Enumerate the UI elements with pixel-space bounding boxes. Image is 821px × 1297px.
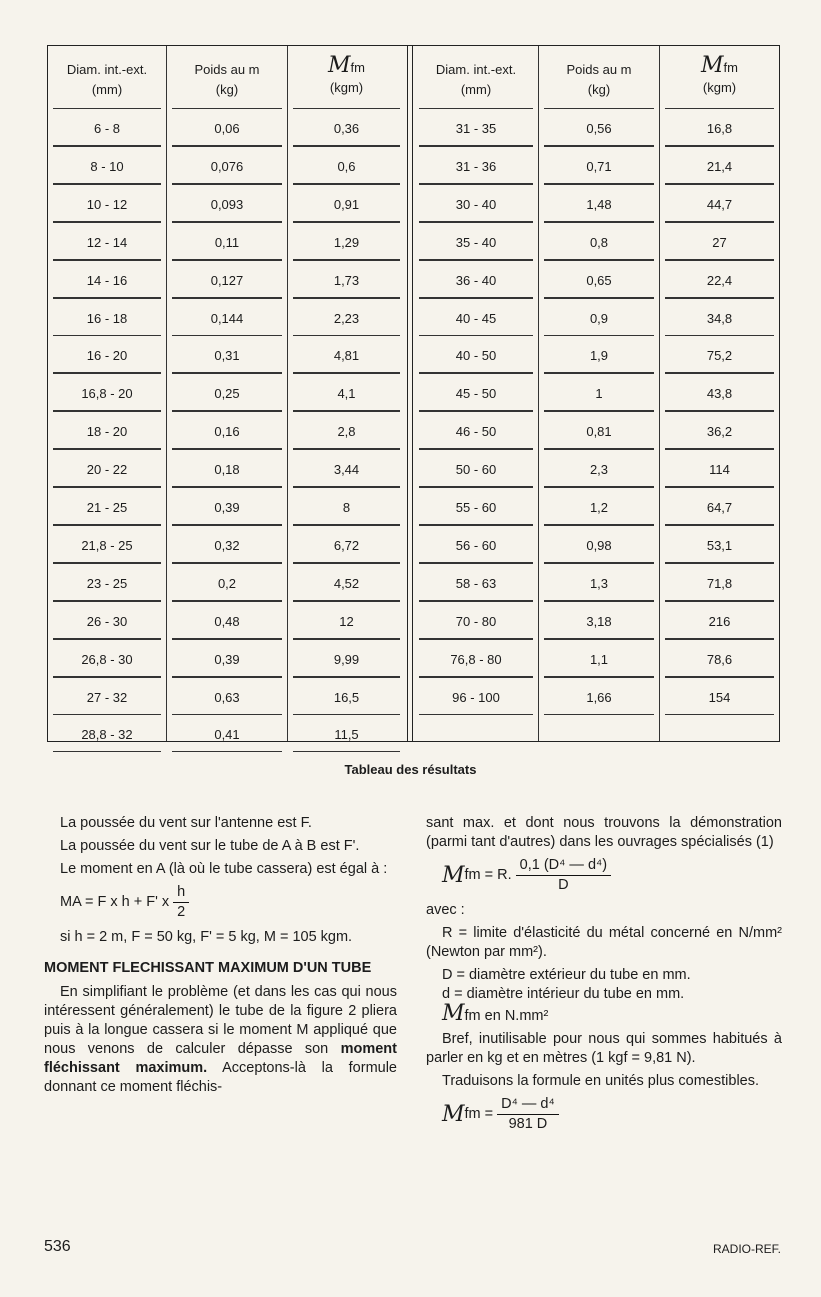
row-rule <box>544 639 654 640</box>
row-rule <box>172 639 282 640</box>
table-cell: 40 - 45 <box>455 310 497 326</box>
mfm-formula <box>442 856 782 895</box>
row-rule <box>419 335 533 336</box>
text-run: fm en N.mm² <box>464 1008 549 1024</box>
table-cell: 0,076 <box>210 158 244 174</box>
row-rule <box>53 373 161 374</box>
table-cell: 26,8 - 30 <box>81 651 133 667</box>
definition: d = diamètre intérieur du tube en mm. <box>442 986 685 1002</box>
table-cell: 21,8 - 25 <box>81 537 133 553</box>
table-cell: 71,8 <box>706 575 733 591</box>
row-rule <box>172 563 282 564</box>
row-rule <box>53 335 161 336</box>
row-rule <box>544 487 654 488</box>
table-cell: 0,32 <box>214 537 240 553</box>
mfm-header <box>288 53 405 78</box>
row-rule <box>665 260 774 261</box>
row-rule <box>419 411 533 412</box>
mfm-symbol: M <box>442 863 465 888</box>
row-rule <box>665 714 774 715</box>
table-cell: 0,71 <box>586 158 612 174</box>
table-cell: 6 - 8 <box>93 121 120 136</box>
formula-lhs: fm = R. <box>464 867 512 883</box>
row-rule <box>419 222 533 223</box>
row-rule <box>544 714 654 715</box>
table-cell: 0,91 <box>333 196 360 212</box>
table-cell: 1,29 <box>333 234 360 250</box>
paragraph: si h = 2 m, F = 50 kg, F' = 5 kg, M = 105 kgm. <box>60 929 353 945</box>
fraction <box>173 883 189 922</box>
row-rule <box>293 335 400 336</box>
mfm-formula-kg <box>442 1095 782 1134</box>
fraction-numerator: h <box>173 883 189 903</box>
row-rule <box>293 108 400 109</box>
table-cell: 64,7 <box>706 500 733 515</box>
row-rule <box>544 373 654 374</box>
row-rule <box>172 487 282 488</box>
row-rule <box>293 449 400 450</box>
table-cell: 0,25 <box>214 386 240 402</box>
row-rule <box>665 487 774 488</box>
table-cell: 0,56 <box>586 121 612 136</box>
row-rule <box>544 601 654 602</box>
row-rule <box>293 751 400 752</box>
results-table <box>47 45 780 742</box>
table-cell: 14 - 16 <box>86 272 128 288</box>
table-cell: 12 - 14 <box>86 234 128 250</box>
table-cell: 76,8 - 80 <box>450 651 502 667</box>
table-cell: 9,99 <box>333 651 360 667</box>
paragraph: Le moment en A (là où le tube cassera) est égal à : <box>60 861 388 877</box>
table-cell: 1,1 <box>589 651 609 667</box>
row-rule <box>544 335 654 336</box>
formula-lhs: fm = <box>464 1106 494 1122</box>
row-rule <box>53 298 161 299</box>
row-rule <box>544 411 654 412</box>
mfm-header <box>660 53 779 78</box>
table-cell: 28,8 - 32 <box>81 727 133 743</box>
mfm-symbol: M <box>442 1102 465 1127</box>
table-cell: 43,8 <box>706 386 733 402</box>
paragraph: Traduisons la formule en unités plus comestibles. <box>442 1073 760 1089</box>
header-text: Poids au m <box>194 62 260 77</box>
mfm-subscript: fm <box>350 60 365 75</box>
row-rule <box>293 146 400 147</box>
table-cell: 2,23 <box>333 310 360 326</box>
row-rule <box>419 449 533 450</box>
table-cell: 1,73 <box>333 272 360 288</box>
row-rule <box>293 260 400 261</box>
row-rule <box>53 487 161 488</box>
row-rule <box>665 184 774 185</box>
row-rule <box>419 184 533 185</box>
table-cell: 34,8 <box>706 310 733 326</box>
row-rule <box>544 108 654 109</box>
row-rule <box>544 563 654 564</box>
row-rule <box>665 563 774 564</box>
magazine-name: RADIO-REF. <box>712 1242 781 1256</box>
column-header <box>48 60 166 100</box>
table-cell: 96 - 100 <box>452 689 500 705</box>
table-cell: 0,127 <box>210 272 244 288</box>
table-cell: 53,1 <box>706 537 733 553</box>
row-rule <box>665 222 774 223</box>
table-cell: 70 - 80 <box>455 613 497 629</box>
definition <box>426 1001 782 1026</box>
row-rule <box>665 525 774 526</box>
row-rule <box>53 751 161 752</box>
row-rule <box>172 751 282 752</box>
header-text: (kg) <box>215 82 239 97</box>
row-rule <box>53 677 161 678</box>
row-rule <box>293 184 400 185</box>
row-rule <box>419 260 533 261</box>
table-cell: 46 - 50 <box>455 424 497 440</box>
table-cell: 0,144 <box>210 310 244 326</box>
text-run: En simplifiant le problème (et dans les cas qui nous intéressent généralement) le tube de la figure 2 pliera puis à la longue cassera si le moment M appliqué que nous venons de calculer dépasse son <box>44 984 397 1057</box>
paragraph: La poussée du vent sur l'antenne est F. <box>60 815 312 831</box>
row-rule <box>53 639 161 640</box>
table-cell: 0,093 <box>210 196 244 212</box>
row-rule <box>665 298 774 299</box>
mfm-symbol: M <box>701 53 724 78</box>
table-cell: 22,4 <box>706 272 733 288</box>
table-cell: 16,8 - 20 <box>81 386 133 402</box>
row-rule <box>419 373 533 374</box>
row-rule <box>172 335 282 336</box>
table-cell: 0,41 <box>214 727 240 743</box>
definition: R = limite d'élasticité du métal concerné en N/mm² (Newton par mm²). <box>426 925 782 960</box>
table-cell: 40 - 50 <box>455 348 497 364</box>
table-cell: 8 - 10 <box>90 158 124 174</box>
row-rule <box>172 601 282 602</box>
table-cell: 0,48 <box>214 613 240 629</box>
table-cell: 1,9 <box>589 348 609 364</box>
row-rule <box>53 525 161 526</box>
table-cell: 55 - 60 <box>455 500 497 515</box>
table-cell: 16,5 <box>333 689 360 705</box>
mfm-symbol: M <box>442 1001 465 1026</box>
fraction-denominator: D <box>558 877 569 893</box>
page-number: 536 <box>44 1238 71 1255</box>
table-cell: 0,98 <box>586 537 612 553</box>
row-rule <box>665 335 774 336</box>
table-cell: 6,72 <box>333 537 360 553</box>
table-caption: Tableau des résultats <box>344 762 477 777</box>
table-cell: 1,66 <box>586 689 612 705</box>
table-cell: 0,31 <box>214 348 240 364</box>
row-rule <box>544 146 654 147</box>
table-cell: 27 - 32 <box>86 689 128 705</box>
fraction-numerator: 0,1 (D⁴ — d⁴) <box>516 856 611 876</box>
mfm-subscript: fm <box>723 60 738 75</box>
paragraph <box>44 983 397 1097</box>
column-header <box>288 53 405 98</box>
table-cell: 10 - 12 <box>86 196 128 212</box>
row-rule <box>172 108 282 109</box>
row-rule <box>419 714 533 715</box>
table-cell: 0,6 <box>337 158 356 174</box>
row-rule <box>172 260 282 261</box>
fraction-numerator: D⁴ — d⁴ <box>497 1095 559 1115</box>
row-rule <box>172 449 282 450</box>
paragraph: Bref, inutilisable pour nous qui sommes habitués à parler en kg et en mètres (1 kgf = 9,81 N). <box>426 1031 782 1066</box>
row-rule <box>53 449 161 450</box>
table-cell: 4,52 <box>333 575 360 591</box>
table-cell: 18 - 20 <box>86 424 128 440</box>
table-left-half <box>48 46 405 741</box>
table-cell: 31 - 35 <box>455 121 497 136</box>
row-rule <box>293 487 400 488</box>
row-rule <box>293 639 400 640</box>
row-rule <box>53 260 161 261</box>
row-rule <box>665 108 774 109</box>
header-text: Diam. int.-ext. <box>435 62 517 77</box>
table-cell: 0,9 <box>589 310 609 326</box>
header-text: Diam. int.-ext. <box>66 62 148 77</box>
row-rule <box>53 108 161 109</box>
row-rule <box>53 714 161 715</box>
table-cell: 0,36 <box>333 121 360 136</box>
column-header <box>167 60 287 100</box>
row-rule <box>665 411 774 412</box>
table-cell: 23 - 25 <box>86 575 128 591</box>
row-rule <box>172 222 282 223</box>
mfm-symbol: M <box>328 53 351 78</box>
definition: D = diamètre extérieur du tube en mm. <box>442 967 691 983</box>
row-rule <box>419 298 533 299</box>
moment-formula <box>60 883 397 922</box>
table-cell: 0,39 <box>214 500 240 515</box>
row-rule <box>172 677 282 678</box>
table-cell: 0,18 <box>214 462 240 478</box>
row-rule <box>293 373 400 374</box>
row-rule <box>293 411 400 412</box>
row-rule <box>544 184 654 185</box>
table-cell: 0,65 <box>586 272 612 288</box>
table-cell: 44,7 <box>706 196 733 212</box>
table-cell: 0,81 <box>586 424 612 440</box>
table-cell: 0,16 <box>214 424 240 440</box>
table-cell: 27 <box>712 234 727 250</box>
fraction <box>516 856 611 895</box>
table-cell: 21,4 <box>706 158 733 174</box>
row-rule <box>665 146 774 147</box>
text-bold: moment fléchissant maximum. <box>44 1041 397 1076</box>
table-cell: 75,2 <box>706 348 733 364</box>
table-cell: 11,5 <box>334 727 359 743</box>
fraction-denominator: 2 <box>177 904 186 920</box>
table-cell: 36,2 <box>706 424 733 440</box>
paragraph: avec : <box>426 902 465 918</box>
table-cell: 1,3 <box>589 575 609 591</box>
table-cell: 35 - 40 <box>455 234 497 250</box>
row-rule <box>665 677 774 678</box>
table-cell: 78,6 <box>706 651 733 667</box>
table-cell: 4,81 <box>333 348 360 364</box>
row-rule <box>293 298 400 299</box>
row-rule <box>53 184 161 185</box>
row-rule <box>419 677 533 678</box>
row-rule <box>172 298 282 299</box>
table-cell: 45 - 50 <box>455 386 497 402</box>
table-cell: 0,2 <box>217 575 237 591</box>
row-rule <box>544 260 654 261</box>
row-rule <box>419 487 533 488</box>
header-text: (mm) <box>91 82 123 97</box>
table-cell: 50 - 60 <box>455 462 497 478</box>
table-divider <box>407 46 408 741</box>
table-cell: 20 - 22 <box>86 462 128 478</box>
row-rule <box>172 146 282 147</box>
column-header <box>414 60 538 100</box>
table-cell: 0,06 <box>214 121 240 136</box>
table-cell: 12 <box>339 613 354 629</box>
table-cell: 36 - 40 <box>455 272 497 288</box>
table-cell: 26 - 30 <box>86 613 128 629</box>
row-rule <box>665 373 774 374</box>
row-rule <box>665 639 774 640</box>
row-rule <box>293 714 400 715</box>
row-rule <box>419 563 533 564</box>
section-heading: MOMENT FLECHISSANT MAXIMUM D'UN TUBE <box>44 960 372 976</box>
row-rule <box>665 449 774 450</box>
row-rule <box>293 677 400 678</box>
table-cell: 21 - 25 <box>86 500 128 515</box>
row-rule <box>544 222 654 223</box>
row-rule <box>419 108 533 109</box>
row-rule <box>293 601 400 602</box>
table-right-half <box>414 46 779 741</box>
header-text: (kgm) <box>329 80 364 95</box>
paragraph: sant max. et dont nous trouvons la démonstration (parmi tant d'autres) dans les ouvrages spécialisés (1) <box>426 815 782 850</box>
table-cell: 1,2 <box>589 500 609 515</box>
row-rule <box>53 563 161 564</box>
table-cell: 31 - 36 <box>455 158 497 174</box>
table-divider <box>412 46 413 741</box>
table-cell: 16 - 18 <box>86 310 128 326</box>
row-rule <box>419 601 533 602</box>
table-cell: 30 - 40 <box>455 196 497 212</box>
table-cell: 0,63 <box>214 689 240 705</box>
row-rule <box>544 298 654 299</box>
row-rule <box>419 146 533 147</box>
header-text: (kgm) <box>702 80 737 95</box>
table-cell: 2,8 <box>337 424 356 440</box>
fraction <box>497 1095 559 1134</box>
table-cell: 16 - 20 <box>86 348 128 364</box>
table-cell: 2,3 <box>589 462 609 478</box>
column-header <box>539 60 659 100</box>
row-rule <box>293 525 400 526</box>
row-rule <box>419 639 533 640</box>
row-rule <box>53 601 161 602</box>
header-text: Poids au m <box>566 62 632 77</box>
right-column <box>426 814 782 1140</box>
header-text: (mm) <box>460 82 492 97</box>
table-cell: 3,18 <box>586 613 612 629</box>
paragraph: La poussée du vent sur le tube de A à B est F'. <box>60 838 360 854</box>
fraction-denominator: 981 D <box>508 1116 548 1132</box>
header-text: (kg) <box>587 82 611 97</box>
table-cell: 0,11 <box>214 234 240 250</box>
row-rule <box>293 222 400 223</box>
table-cell: 154 <box>708 689 731 705</box>
left-column <box>44 814 397 1101</box>
table-cell: 114 <box>709 462 730 478</box>
row-rule <box>172 373 282 374</box>
row-rule <box>544 449 654 450</box>
table-cell: 0,8 <box>589 234 609 250</box>
table-cell: 8 <box>342 500 351 515</box>
table-cell: 4,1 <box>337 386 356 402</box>
formula-lhs: MA = F x h + F' x <box>60 894 170 910</box>
row-rule <box>53 222 161 223</box>
table-cell: 3,44 <box>333 462 360 478</box>
row-rule <box>53 411 161 412</box>
row-rule <box>544 677 654 678</box>
table-cell: 1,48 <box>586 196 612 212</box>
table-cell: 56 - 60 <box>455 537 497 553</box>
row-rule <box>293 563 400 564</box>
row-rule <box>419 525 533 526</box>
row-rule <box>544 525 654 526</box>
row-rule <box>172 525 282 526</box>
table-cell: 16,8 <box>706 121 733 136</box>
row-rule <box>665 601 774 602</box>
column-header <box>660 53 779 98</box>
text-run: Acceptons-là la formule donnant ce moment fléchis- <box>44 1060 397 1095</box>
table-cell: 0,39 <box>214 651 240 667</box>
table-cell: 1 <box>595 386 603 402</box>
table-cell: 58 - 63 <box>455 575 497 591</box>
table-cell: 216 <box>708 613 731 629</box>
row-rule <box>172 184 282 185</box>
row-rule <box>172 714 282 715</box>
row-rule <box>172 411 282 412</box>
row-rule <box>53 146 161 147</box>
